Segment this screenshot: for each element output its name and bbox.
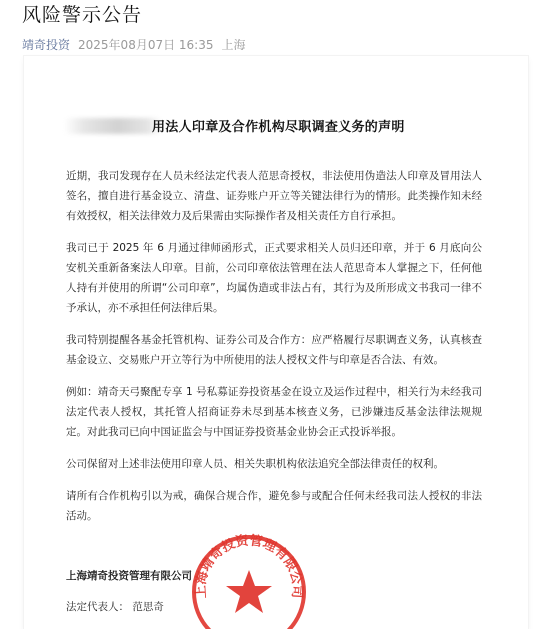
article-title: 风险警示公告 <box>22 4 143 26</box>
paragraph-2: 我司已于 2025 年 6 月通过律师函形式，正式要求相关人员归还印章，并于 6 月底向公安机关重新备案法人印章。目前，公司印章依法管理在法人范思奇本人掌握之下，任何他人持有并使用的所谓“公司印章”，均属伪造或非法占有，其行为及所形成文书我司一律不予承认，亦不承担任何法律后果。 <box>66 242 482 314</box>
paragraph-6: 请所有合作机构引以为戒，确保合规合作，避免参与或配合任何未经我司法人授权的非法活动。 <box>66 490 482 522</box>
paragraph-4: 例如：靖奇天弓聚配专享 1 号私募证券投资基金在设立及运作过程中，相关行为未经我司法定代表人授权，其托管人招商证券未尽到基本核查义务，已涉嫌违反基金法律法规规定。对此我司已向中国证监会与中国证券投资基金业协会正式投诉举报。 <box>66 386 482 438</box>
paragraph-5: 公司保留对上述非法使用印章人员、相关失职机构依法追究全部法律责任的权利。 <box>66 458 444 470</box>
seal-text: 上海靖奇投资管理有限公司 <box>193 533 305 599</box>
article-header <box>22 0 532 53</box>
company-signature: 上海靖奇投资管理有限公司 <box>66 570 192 582</box>
paragraph-3: 我司特别提醒各基金托管机构、证券公司及合作方：应严格履行尽职调查义务，认真核查基金设立、交易账户开立等行为中所使用的法人授权文件与印章是否合法、有效。 <box>66 334 482 366</box>
paragraph-1: 近期，我司发现存在人员未经法定代表人范思奇授权，非法使用伪造法人印章及冒用法人签名，擅自进行基金设立、清盘、证券账户开立等关键法律行为的情形。此类操作知未经有效授权，相关法律效力及后果需由实际操作者及相关责任方自行承担。 <box>66 170 482 222</box>
document-body <box>66 166 482 538</box>
notice-document-image <box>24 56 528 629</box>
document-title: 用法人印章及合作机构尽职调查义务的声明 <box>152 120 405 135</box>
legal-representative: 法定代表人： 范思奇 <box>66 601 164 613</box>
publish-location: 上海 <box>221 38 246 52</box>
article-meta <box>22 36 532 53</box>
blurred-redaction <box>64 118 162 134</box>
publish-datetime: 2025年08月07日 16:35 <box>78 38 214 52</box>
author-link[interactable]: 靖奇投资 <box>22 38 71 52</box>
seal-star-icon <box>226 570 272 613</box>
company-seal-stamp <box>189 532 309 629</box>
document-title-row <box>24 116 528 136</box>
